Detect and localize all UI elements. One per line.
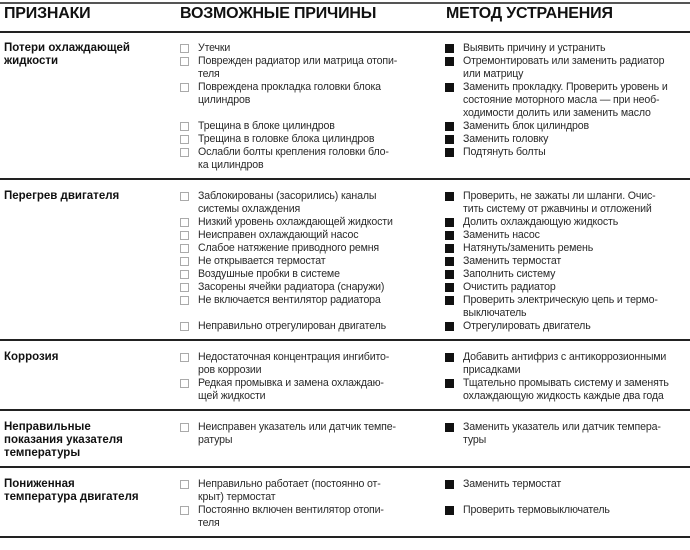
fix-text-line: Заполнить систему: [463, 268, 556, 280]
symptom-label: [0, 421, 178, 460]
cause-text-line: Редкая промывка и замена охлаждаю-: [198, 377, 384, 389]
fix-item: [445, 42, 690, 55]
cause-item: [178, 294, 445, 320]
cause-text-line: ров коррозии: [198, 364, 262, 376]
fix-text: [463, 281, 556, 294]
cause-item: [178, 255, 445, 268]
cause-text: [198, 504, 384, 530]
table-row: [178, 421, 690, 447]
filled-square-icon: [445, 122, 454, 131]
cause-text: [198, 81, 381, 107]
filled-square-icon: [445, 57, 454, 66]
fix-text: [463, 133, 548, 146]
fix-text: [463, 120, 589, 133]
fix-text-line: присадками: [463, 364, 521, 376]
table-row: [178, 504, 690, 530]
fix-text: [463, 377, 669, 403]
symptom-text: [4, 351, 178, 364]
symptom-text-line: Перегрев двигателя: [4, 190, 120, 202]
fix-text-line: состояние моторного масла — при необ-: [463, 94, 660, 106]
cause-text-line: ратуры: [198, 434, 233, 446]
filled-square-icon: [445, 192, 454, 201]
fix-text-line: Заменить термостат: [463, 255, 562, 267]
fix-text-line: туры: [463, 434, 487, 446]
header-symptoms: ПРИЗНАКИ: [4, 5, 91, 22]
fix-text-line: Заменить термостат: [463, 478, 562, 490]
empty-square-icon: [180, 135, 189, 144]
fix-item: [445, 255, 690, 268]
cause-text-line: Неправильно работает (постоянно от-: [198, 478, 381, 490]
cause-text-line: Воздушные пробки в системе: [198, 268, 340, 280]
symptom-text-line: Потери охлаждающей: [4, 42, 130, 54]
fix-text-line: охлаждающую жидкость каждые два года: [463, 390, 664, 402]
cause-text: [198, 255, 325, 268]
fix-text: [463, 216, 618, 229]
section-rows: [178, 478, 690, 530]
fix-text: [463, 81, 668, 120]
filled-square-icon: [445, 379, 454, 388]
header-causes: ВОЗМОЖНЫЕ ПРИЧИНЫ: [180, 5, 377, 22]
symptom-text-line: жидкости: [4, 55, 59, 67]
table-row: [178, 81, 690, 120]
cause-item: [178, 55, 445, 81]
table-row: [178, 133, 690, 146]
cause-item: [178, 377, 445, 403]
table-row: [178, 42, 690, 55]
cause-text-line: Низкий уровень охлаждающей жидкости: [198, 216, 393, 228]
fix-text-line: Проверить электрическую цепь и термо-: [463, 294, 658, 306]
cause-text-line: Слабое натяжение приводного ремня: [198, 242, 380, 254]
cause-text: [198, 377, 384, 403]
filled-square-icon: [445, 218, 454, 227]
section-rows: [178, 421, 690, 460]
empty-square-icon: [180, 218, 189, 227]
fix-text-line: Очистить радиатор: [463, 281, 556, 293]
empty-square-icon: [180, 257, 189, 266]
symptom-text: [4, 421, 178, 460]
table-row: [178, 242, 690, 255]
fix-item: [445, 268, 690, 281]
symptom-text: [4, 478, 178, 504]
troubleshooting-table: [0, 40, 690, 546]
fix-text: [463, 478, 561, 491]
cause-text: [198, 268, 340, 281]
empty-square-icon: [180, 480, 189, 489]
cause-text-line: щей жидкости: [198, 390, 266, 402]
cause-text-line: цилиндров: [198, 94, 251, 106]
empty-square-icon: [180, 122, 189, 131]
table-row: [178, 120, 690, 133]
fix-text-line: Подтянуть болты: [463, 146, 546, 158]
cause-item: [178, 146, 445, 172]
filled-square-icon: [445, 322, 454, 331]
table-section: [0, 476, 690, 538]
empty-square-icon: [180, 44, 189, 53]
fix-text: [463, 320, 591, 333]
cause-text: [198, 190, 376, 216]
filled-square-icon: [445, 506, 454, 515]
table-row: [178, 320, 690, 333]
cause-text: [198, 55, 397, 81]
fix-text: [463, 351, 666, 377]
filled-square-icon: [445, 270, 454, 279]
fix-item: [445, 478, 690, 504]
fix-item: [445, 55, 690, 81]
cause-text-line: Заблокированы (засорились) каналы: [198, 190, 377, 202]
fix-text-line: Отремонтировать или заменить радиатор: [463, 55, 665, 67]
fix-text: [463, 294, 658, 320]
filled-square-icon: [445, 148, 454, 157]
cause-text-line: теля: [198, 517, 220, 529]
empty-square-icon: [180, 244, 189, 253]
filled-square-icon: [445, 257, 454, 266]
fix-text-line: Долить охлаждающую жидкость: [463, 216, 619, 228]
fix-text: [463, 504, 610, 517]
filled-square-icon: [445, 296, 454, 305]
fix-text-line: Заменить прокладку. Проверить уровень и: [463, 81, 668, 93]
cause-text-line: системы охлаждения: [198, 203, 301, 215]
fix-text-line: Заменить указатель или датчик темпера-: [463, 421, 661, 433]
cause-text: [198, 320, 386, 333]
fix-text-line: Выявить причину и устранить: [463, 42, 606, 54]
filled-square-icon: [445, 135, 454, 144]
symptom-text-line: температуры: [4, 447, 81, 459]
symptom-text: [4, 190, 178, 203]
cause-item: [178, 281, 445, 294]
cause-text-line: Поврежден радиатор или матрица отопи-: [198, 55, 398, 67]
fix-item: [445, 81, 690, 120]
fix-item: [445, 216, 690, 229]
fix-text-line: Проверить термовыключатель: [463, 504, 610, 516]
cause-text-line: Засорены ячейки радиатора (снаружи): [198, 281, 385, 293]
cause-text: [198, 242, 379, 255]
symptom-text-line: температура двигателя: [4, 491, 139, 503]
empty-square-icon: [180, 506, 189, 515]
cause-text-line: теля: [198, 68, 220, 80]
fix-item: [445, 351, 690, 377]
cause-text-line: Трещина в головке блока цилиндров: [198, 133, 375, 145]
empty-square-icon: [180, 148, 189, 157]
symptom-text-line: Пониженная: [4, 478, 75, 490]
cause-item: [178, 120, 445, 133]
cause-text-line: ка цилиндров: [198, 159, 264, 171]
filled-square-icon: [445, 244, 454, 253]
cause-item: [178, 478, 445, 504]
cause-text: [198, 216, 393, 229]
fix-item: [445, 146, 690, 172]
symptom-label: [0, 351, 178, 403]
symptom-label: [0, 190, 178, 333]
cause-text: [198, 120, 335, 133]
table-row: [178, 255, 690, 268]
section-rows: [178, 351, 690, 403]
fix-text-line: Отрегулировать двигатель: [463, 320, 591, 332]
fix-item: [445, 421, 690, 447]
table-row: [178, 190, 690, 216]
filled-square-icon: [445, 44, 454, 53]
cause-text-line: Неправильно отрегулирован двигатель: [198, 320, 387, 332]
fix-text-line: Заменить насос: [463, 229, 540, 241]
fix-item: [445, 242, 690, 255]
fix-text-line: Заменить блок цилиндров: [463, 120, 589, 132]
fix-text: [463, 190, 656, 216]
empty-square-icon: [180, 192, 189, 201]
empty-square-icon: [180, 83, 189, 92]
symptom-label: [0, 42, 178, 172]
cause-item: [178, 421, 445, 447]
fix-item: [445, 377, 690, 403]
filled-square-icon: [445, 283, 454, 292]
cause-text-line: Трещина в блоке цилиндров: [198, 120, 335, 132]
cause-text-line: Неисправен указатель или датчик темпе-: [198, 421, 396, 433]
filled-square-icon: [445, 480, 454, 489]
symptom-label: [0, 478, 178, 530]
fix-text-line: или матрицу: [463, 68, 524, 80]
cause-item: [178, 320, 445, 333]
fix-item: [445, 120, 690, 133]
empty-square-icon: [180, 270, 189, 279]
fix-item: [445, 190, 690, 216]
fix-text-line: Тщательно промывать систему и заменять: [463, 377, 669, 389]
fix-text-line: тить систему от ржавчины и отложений: [463, 203, 652, 215]
table-section: [0, 419, 690, 468]
fix-text-line: ходимости долить или заменить масло: [463, 107, 651, 119]
filled-square-icon: [445, 423, 454, 432]
table-section: [0, 349, 690, 411]
cause-text-line: Не открывается термостат: [198, 255, 326, 267]
empty-square-icon: [180, 379, 189, 388]
cause-text-line: Неисправен охлаждающий насос: [198, 229, 359, 241]
table-row: [178, 351, 690, 377]
section-rows: [178, 42, 690, 172]
symptom-text: [4, 42, 178, 68]
cause-item: [178, 133, 445, 146]
fix-text: [463, 255, 561, 268]
cause-text-line: Не включается вентилятор радиатора: [198, 294, 381, 306]
table-section: [0, 188, 690, 341]
empty-square-icon: [180, 353, 189, 362]
cause-text: [198, 42, 230, 55]
fix-item: [445, 504, 690, 530]
cause-text-line: Постоянно включен вентилятор отопи-: [198, 504, 384, 516]
table-row: [178, 55, 690, 81]
empty-square-icon: [180, 296, 189, 305]
cause-text: [198, 421, 396, 447]
cause-item: [178, 229, 445, 242]
empty-square-icon: [180, 322, 189, 331]
fix-item: [445, 229, 690, 242]
fix-item: [445, 281, 690, 294]
cause-text-line: крыт) термостат: [198, 491, 276, 503]
fix-text: [463, 421, 661, 447]
fix-text-line: выключатель: [463, 307, 527, 319]
table-row: [178, 377, 690, 403]
fix-item: [445, 294, 690, 320]
table-row: [178, 294, 690, 320]
fix-text: [463, 242, 593, 255]
top-rule: [0, 2, 690, 4]
fix-text-line: Натянуть/заменить ремень: [463, 242, 594, 254]
symptom-text-line: Неправильные: [4, 421, 91, 433]
empty-square-icon: [180, 423, 189, 432]
table-row: [178, 229, 690, 242]
cause-item: [178, 81, 445, 120]
table-row: [178, 146, 690, 172]
cause-item: [178, 216, 445, 229]
fix-text: [463, 42, 605, 55]
header-fixes: МЕТОД УСТРАНЕНИЯ: [446, 5, 613, 22]
fix-text: [463, 229, 540, 242]
cause-text: [198, 294, 381, 307]
table-row: [178, 268, 690, 281]
table-row: [178, 478, 690, 504]
fix-text: [463, 146, 546, 159]
filled-square-icon: [445, 353, 454, 362]
cause-text: [198, 229, 358, 242]
empty-square-icon: [180, 283, 189, 292]
fix-text-line: Проверить, не зажаты ли шланги. Очис-: [463, 190, 656, 202]
cause-text-line: Повреждена прокладка головки блока: [198, 81, 381, 93]
table-section: [0, 40, 690, 180]
cause-item: [178, 190, 445, 216]
fix-text-line: Добавить антифриз с антикоррозионными: [463, 351, 667, 363]
cause-text: [198, 146, 389, 172]
cause-text: [198, 351, 389, 377]
filled-square-icon: [445, 231, 454, 240]
filled-square-icon: [445, 83, 454, 92]
cause-item: [178, 242, 445, 255]
cause-item: [178, 42, 445, 55]
fix-text: [463, 55, 664, 81]
cause-text-line: Ослабли болты крепления головки бло-: [198, 146, 389, 158]
symptom-text-line: Коррозия: [4, 351, 59, 363]
symptom-text-line: показания указателя: [4, 434, 123, 446]
cause-text-line: Недостаточная концентрация ингибито-: [198, 351, 390, 363]
fix-text: [463, 268, 555, 281]
section-rows: [178, 190, 690, 333]
fix-item: [445, 133, 690, 146]
cause-item: [178, 268, 445, 281]
fix-text-line: Заменить головку: [463, 133, 549, 145]
table-row: [178, 216, 690, 229]
fix-item: [445, 320, 690, 333]
empty-square-icon: [180, 57, 189, 66]
header-rule: [0, 31, 690, 33]
cause-text: [198, 478, 381, 504]
cause-item: [178, 504, 445, 530]
cause-item: [178, 351, 445, 377]
cause-text: [198, 281, 384, 294]
cause-text-line: Утечки: [198, 42, 231, 54]
table-row: [178, 281, 690, 294]
cause-text: [198, 133, 374, 146]
empty-square-icon: [180, 231, 189, 240]
